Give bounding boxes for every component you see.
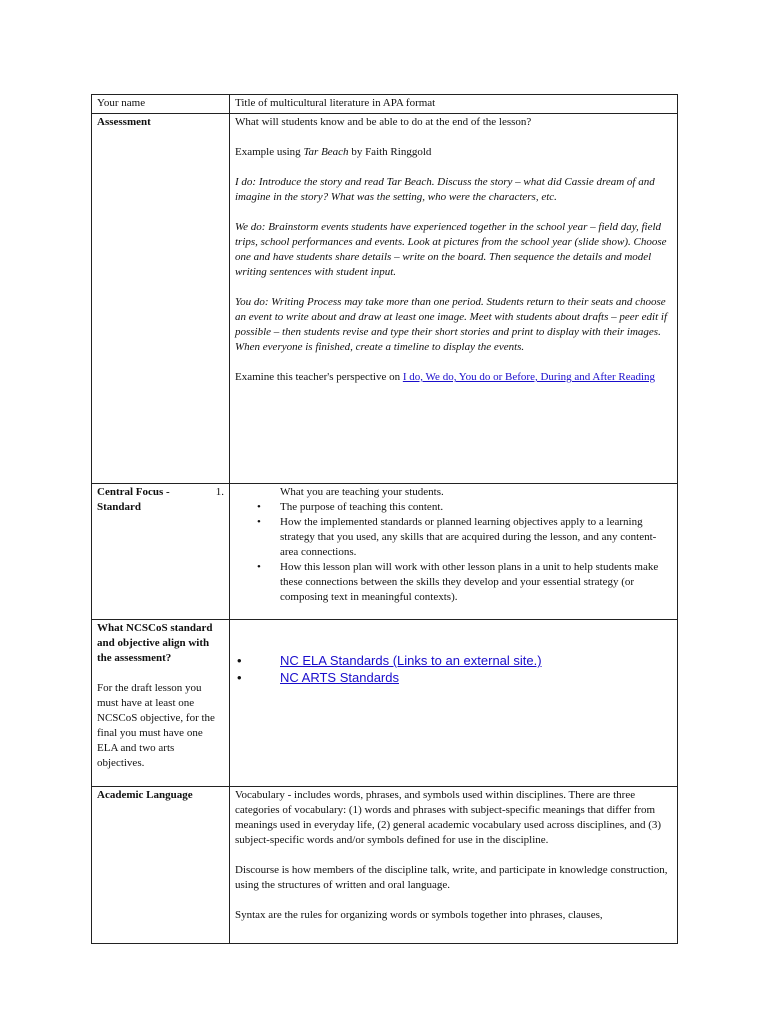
bullet-icon: • xyxy=(257,501,261,513)
bullet-icon: • xyxy=(237,670,242,685)
title-cell: Title of multicultural literature in APA format xyxy=(230,95,678,114)
central-focus-label: Central Focus - Standard xyxy=(97,486,170,513)
ncscos-label-cell xyxy=(92,620,230,787)
name-cell: Your name xyxy=(92,95,230,114)
assessment-question: What will students know and be able to do at the end of the lesson? xyxy=(235,116,532,128)
central-focus-item-3: How the implemented standards or planned learning objectives apply to a learning strategy that you used, any skills that are acquired during the lesson, and any content-area connections. xyxy=(280,516,657,558)
discourse-text: Discourse is how members of the discipline talk, write, and participate in knowledge construction, using the structures of written and oral language. xyxy=(235,864,668,891)
ncscos-note: For the draft lesson you must have at least one NCSCoS objective, for the final you must have one ELA and two arts objectives. xyxy=(97,682,215,769)
vocabulary-text: Vocabulary - includes words, phrases, and symbols used within disciplines. There are three categories of vocabulary: (1) words and phrases with subject-specific meanings that differ from meanings used in everyday life, (2) general academic vocabulary used across disciplines, and (3) subject-specific words and/or symbols defined for use in the discipline. xyxy=(235,789,662,846)
example-book: Tar Beach xyxy=(303,146,349,158)
central-focus-row xyxy=(92,484,678,620)
bullet-icon: • xyxy=(257,516,261,528)
bullet-icon: • xyxy=(257,561,261,573)
assessment-example xyxy=(235,145,672,160)
i-do-text: I do: Introduce the story and read Tar Beach. Discuss the story – what did Cassie dream of and imagine in the story? What was the setting, who were the characters, etc. xyxy=(235,176,655,203)
academic-language-label: Academic Language xyxy=(92,787,230,944)
lesson-plan-table xyxy=(91,94,678,944)
list-item xyxy=(235,652,672,669)
syntax-text: Syntax are the rules for organizing words or symbols together into phrases, clauses, xyxy=(235,909,603,921)
you-do-text: You do: Writing Process may take more than one period. Students return to their seats and choose an event to write about and draw at least one image. Meet with students about drafts – peer edit if possible – then students revise and type their short stories and print to display with their images. When everyone is finished, create a timeline to display the events. xyxy=(235,296,668,353)
assessment-content xyxy=(230,114,678,484)
assessment-label: Assessment xyxy=(92,114,230,484)
standards-links-list xyxy=(235,652,672,686)
central-focus-item-2: The purpose of teaching this content. xyxy=(280,501,444,513)
example-prefix: Example using xyxy=(235,146,304,158)
perspective-link[interactable]: I do, We do, You do or Before, During and After Reading xyxy=(402,371,656,383)
assessment-row xyxy=(92,114,678,484)
central-focus-number: 1. xyxy=(215,486,224,498)
list-item xyxy=(235,485,672,500)
central-focus-list xyxy=(235,485,672,605)
list-item xyxy=(235,515,672,560)
central-focus-label-cell xyxy=(92,484,230,620)
central-focus-item-1: What you are teaching your students. xyxy=(280,486,444,498)
nc-ela-standards-link[interactable]: NC ELA Standards (Links to an external site.) xyxy=(280,653,542,668)
ncscos-row xyxy=(92,620,678,787)
ncscos-content xyxy=(230,620,678,787)
academic-language-content xyxy=(230,787,678,944)
header-row xyxy=(92,95,678,114)
academic-language-row xyxy=(92,787,678,944)
we-do-text: We do: Brainstorm events students have experienced together in the school year – field day, field trips, school performances and events. Look at pictures from the school year (slide show). Choose one and have students share details – write on the board. Then sequence the details and model writing sentences with student input. xyxy=(235,221,667,278)
bullet-icon: • xyxy=(237,653,242,668)
nc-arts-standards-link[interactable]: NC ARTS Standards xyxy=(280,670,399,685)
ncscos-label: What NCSCoS standard and objective align with the assessment? xyxy=(97,622,213,664)
central-focus-content xyxy=(230,484,678,620)
list-item xyxy=(235,560,672,605)
examine-prefix: Examine this teacher's perspective on xyxy=(235,371,403,383)
list-item xyxy=(235,669,672,686)
example-suffix: by Faith Ringgold xyxy=(348,146,432,158)
list-item xyxy=(235,500,672,515)
central-focus-item-4: How this lesson plan will work with other lesson plans in a unit to help students make these connections between the skills they develop and your essential strategy (or composing text in meaningful contexts). xyxy=(280,561,659,603)
examine-text xyxy=(235,370,672,385)
